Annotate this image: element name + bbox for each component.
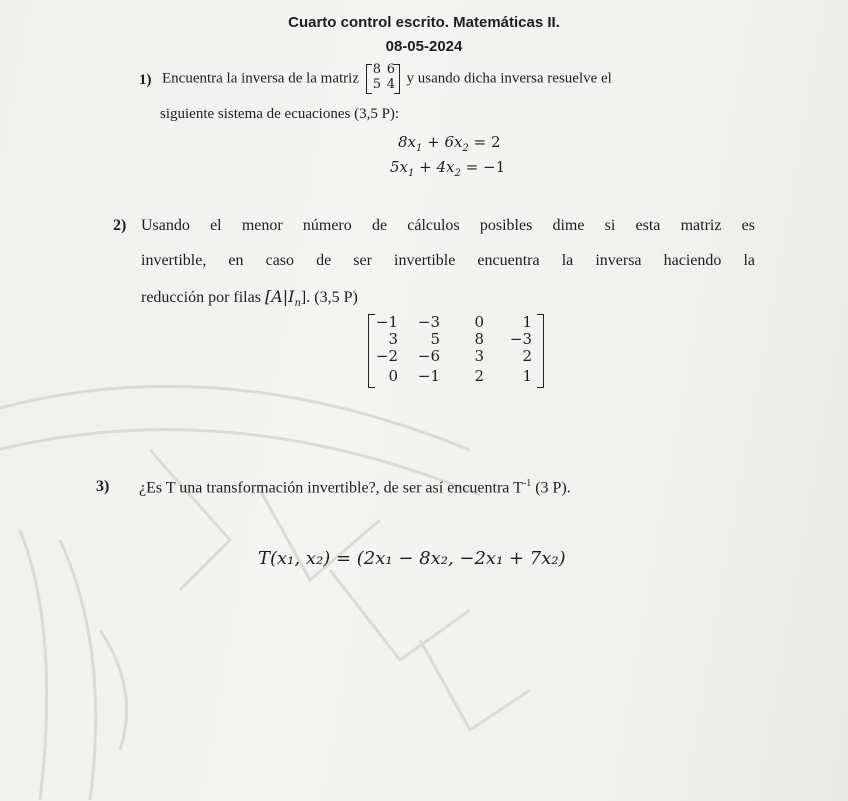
- matrix-cell: 2: [474, 367, 484, 385]
- matrix-cell: −2: [375, 347, 398, 365]
- matrix-cell: 1: [522, 367, 532, 385]
- matrix-4x4: [368, 314, 544, 388]
- question-2-line-3: reducción por filas $[A|I_n]$. (3,5 P): [141, 287, 358, 310]
- question-2-line-1: Usando el menor número de cálculos posibles dime si esta matriz es: [141, 217, 755, 234]
- question-1-text-a: Encuentra la inversa de la matriz: [162, 70, 359, 87]
- matrix-cell: 0: [388, 367, 398, 385]
- question-1-text-b: y usando dicha inversa resuelve el: [406, 70, 612, 87]
- equation-1: $8x_1 + 6x_2 = 2$: [398, 133, 501, 154]
- equation-2: $5x_1 + 4x_2 = -1$: [390, 158, 506, 179]
- question-3-text: ¿Es T una transformación invertible?, de ser así encuentra $T^{-1}$ (3 P).: [139, 478, 571, 497]
- matrix-cell: 2: [522, 347, 532, 365]
- matrix-cell: 8: [474, 330, 484, 348]
- matrix-cell: 6: [386, 62, 396, 77]
- transformation-formula: T(x₁, x₂) = (2x₁ − 8x₂, −2x₁ + 7x₂): [258, 548, 566, 569]
- matrix-cell: 3: [474, 347, 484, 365]
- matrix-cell: −3: [417, 313, 440, 331]
- matrix-cell: 8: [372, 62, 382, 77]
- matrix-right-bracket: [537, 314, 544, 388]
- matrix-cell: 0: [474, 313, 484, 331]
- inline-matrix-2x2: [366, 64, 400, 94]
- matrix-cell: 1: [522, 313, 532, 331]
- matrix-cell: −6: [417, 347, 440, 365]
- question-1-number: 1): [139, 72, 152, 88]
- question-2-line-2: invertible, en caso de ser invertible encuentra la inversa haciendo la: [141, 252, 755, 269]
- question-2-number: 2): [113, 217, 127, 234]
- question-1-text: [162, 64, 612, 94]
- matrix-cell: −1: [375, 313, 398, 331]
- page-title: Cuarto control escrito. Matemáticas II.: [288, 14, 560, 31]
- question-3-number: 3): [96, 478, 110, 495]
- question-1-text-c: siguiente sistema de ecuaciones (3,5 P):: [160, 106, 400, 122]
- matrix-cell: 3: [388, 330, 398, 348]
- matrix-left-bracket: [366, 64, 372, 94]
- matrix-cell: 4: [386, 77, 396, 92]
- matrix-cell: 5: [372, 77, 382, 92]
- matrix-cell: 5: [430, 330, 440, 348]
- exam-date: 08-05-2024: [385, 38, 463, 55]
- matrix-cell: −3: [509, 330, 532, 348]
- matrix-cell: −1: [417, 367, 440, 385]
